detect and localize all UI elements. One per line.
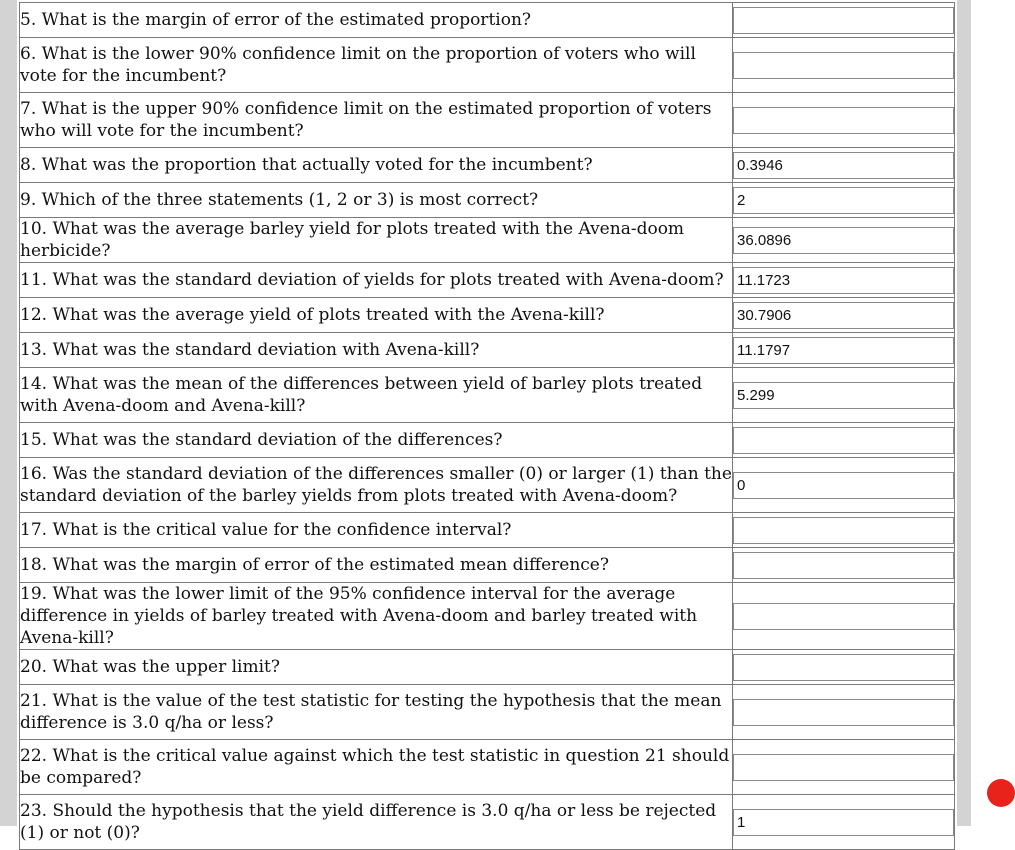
question-row xyxy=(20,548,955,583)
question-text: 9. Which of the three statements (1, 2 or 3) is most correct? xyxy=(20,183,733,218)
answer-field[interactable] xyxy=(733,754,954,781)
question-text: 15. What was the standard deviation of the differences? xyxy=(20,423,733,458)
answer-field[interactable]: 5.299 xyxy=(733,382,954,409)
question-text: 8. What was the proportion that actually voted for the incumbent? xyxy=(20,148,733,183)
question-row xyxy=(20,183,955,218)
answer-field[interactable]: 11.1723 xyxy=(733,267,954,294)
answer-field[interactable]: 11.1797 xyxy=(733,337,954,364)
question-row xyxy=(20,795,955,850)
question-row xyxy=(20,685,955,740)
question-row xyxy=(20,38,955,93)
left-gutter xyxy=(0,0,17,826)
question-text: 22. What is the critical value against which the test statistic in question 21 should be compared? xyxy=(20,740,733,795)
question-text: 6. What is the lower 90% confidence limit on the proportion of voters who will vote for the incumbent? xyxy=(20,38,733,93)
answer-field[interactable] xyxy=(733,603,954,630)
question-text: 12. What was the average yield of plots treated with the Avena-kill? xyxy=(20,298,733,333)
question-row xyxy=(20,513,955,548)
question-row xyxy=(20,423,955,458)
answer-field[interactable] xyxy=(733,654,954,681)
question-table xyxy=(19,2,955,850)
question-text: 17. What is the critical value for the confidence interval? xyxy=(20,513,733,548)
question-text: 21. What is the value of the test statistic for testing the hypothesis that the mean difference is 3.0 q/ha or less? xyxy=(20,685,733,740)
question-text: 23. Should the hypothesis that the yield difference is 3.0 q/ha or less be rejected (1) or not (0)? xyxy=(20,795,733,850)
question-row xyxy=(20,740,955,795)
answer-field[interactable] xyxy=(733,517,954,544)
question-row xyxy=(20,148,955,183)
question-text: 14. What was the mean of the differences between yield of barley plots treated with Avena-doom and Avena-kill? xyxy=(20,368,733,423)
question-row xyxy=(20,583,955,650)
answer-field[interactable]: 30.7906 xyxy=(733,302,954,329)
answer-field[interactable] xyxy=(733,699,954,726)
question-row xyxy=(20,218,955,263)
question-text: 10. What was the average barley yield for plots treated with the Avena-doom herbicide? xyxy=(20,218,733,263)
question-row xyxy=(20,650,955,685)
record-indicator-icon xyxy=(987,779,1015,807)
question-row xyxy=(20,298,955,333)
question-text: 18. What was the margin of error of the estimated mean difference? xyxy=(20,548,733,583)
answer-field[interactable] xyxy=(733,427,954,454)
question-text: 11. What was the standard deviation of yields for plots treated with Avena-doom? xyxy=(20,263,733,298)
answer-field[interactable] xyxy=(733,52,954,79)
answer-field[interactable]: 36.0896 xyxy=(733,227,954,254)
question-row xyxy=(20,368,955,423)
question-text: 5. What is the margin of error of the estimated proportion? xyxy=(20,3,733,38)
question-row xyxy=(20,333,955,368)
answer-field[interactable]: 0 xyxy=(733,472,954,499)
answer-field[interactable]: 1 xyxy=(733,809,954,836)
answer-field[interactable] xyxy=(733,7,954,34)
question-text: 7. What is the upper 90% confidence limit on the estimated proportion of voters who will vote for the incumbent? xyxy=(20,93,733,148)
question-row xyxy=(20,458,955,513)
answer-field[interactable]: 2 xyxy=(733,187,954,214)
question-text: 19. What was the lower limit of the 95% confidence interval for the average difference in yields of barley treated with Avena-doom and barley treated with Avena-kill? xyxy=(20,583,733,650)
answer-field[interactable] xyxy=(733,552,954,579)
answer-field[interactable] xyxy=(733,107,954,134)
question-row xyxy=(20,93,955,148)
question-text: 13. What was the standard deviation with Avena-kill? xyxy=(20,333,733,368)
right-gutter xyxy=(957,0,971,826)
answer-field[interactable]: 0.3946 xyxy=(733,152,954,179)
question-row xyxy=(20,3,955,38)
question-sheet xyxy=(17,0,957,843)
question-text: 20. What was the upper limit? xyxy=(20,650,733,685)
question-row xyxy=(20,263,955,298)
question-text: 16. Was the standard deviation of the differences smaller (0) or larger (1) than the standard deviation of the barley yields from plots treated with Avena-doom? xyxy=(20,458,733,513)
